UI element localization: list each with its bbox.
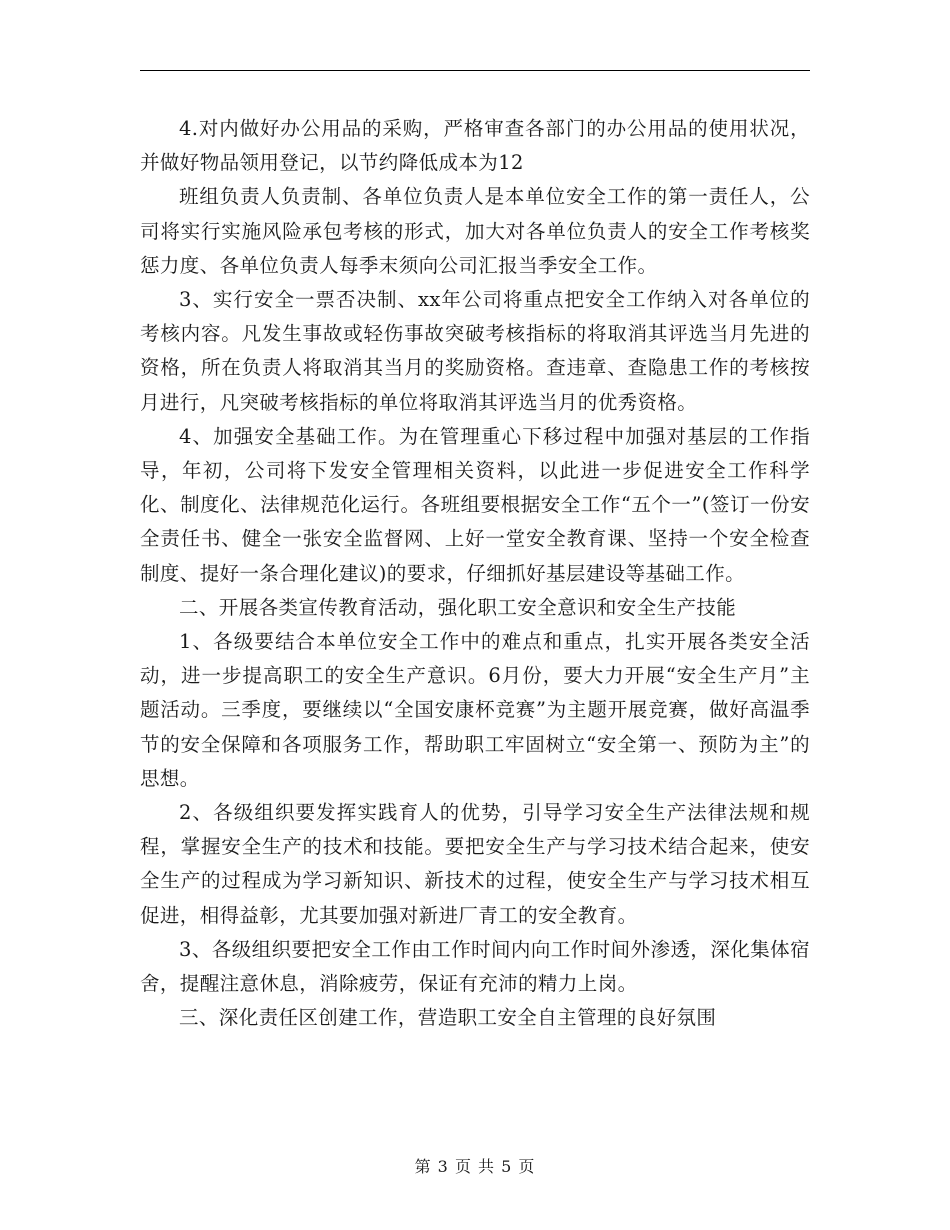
paragraph-practice-education: 2、各级组织要发挥实践育人的优势，引导学习安全生产法律法规和规程，掌握安全生产的技术和技能。要把安全生产与学习技术结合起来，使安全生产的过程成为学习新知识、新技术的过程，使安全生产与学习技术相互促进，相得益彰，尤其要加强对新进厂青工的安全教育。 <box>140 801 810 927</box>
paragraph-safety-activities: 1、各级要结合本单位安全工作中的难点和重点，扎实开展各类安全活动，进一步提高职工的安全生产意识。6月份，要大力开展“安全生产月”主题活动。三季度，要继续以“全国安康杯竞赛”为主题开展竞赛，做好高温季节的安全保障和各项服务工作，帮助职工牢固树立“安全第一、预防为主”的思想。 <box>140 630 810 790</box>
paragraph-office-supplies: 4.对内做好办公用品的采购，严格审查各部门的办公用品的使用状况，并做好物品领用登记，以节约降低成本为12 <box>140 117 810 175</box>
paragraph-safety-veto: 3、实行安全一票否决制、xx年公司将重点把安全工作纳入对各单位的考核内容。凡发生事故或轻伤事故突破考核指标的将取消其评选当月先进的资格，所在负责人将取消其当月的奖励资格。查违章、查隐患工作的考核按月进行，凡突破考核指标的单位将取消其评选当月的优秀资格。 <box>140 288 810 414</box>
section-heading-education: 二、开展各类宣传教育活动，强化职工安全意识和安全生产技能 <box>179 595 737 619</box>
page-footer: 第 3 页 共 5 页 <box>414 1157 536 1176</box>
paragraph-safety-foundation: 4、加强安全基础工作。为在管理重心下移过程中加强对基层的工作指导，年初，公司将下发安全管理相关资料，以此进一步促进安全工作科学化、制度化、法律规范化运行。各班组要根据安全工作“五个一”(签订一份安全责任书、健全一张安全监督网、上好一堂安全教育课、坚持一个安全检查制度、提好一条合理化建议)的要求，仔细抓好基层建设等基础工作。 <box>140 424 810 585</box>
document-body <box>140 112 810 1035</box>
paragraph-off-hours-safety: 3、各级组织要把安全工作由工作时间内向工作时间外渗透，深化集体宿舍，提醒注意休息，消除疲劳，保证有充沛的精力上岗。 <box>140 937 810 996</box>
section-heading-responsibility-zone: 三、深化责任区创建工作，营造职工安全自主管理的良好氛围 <box>179 1006 717 1030</box>
header-rule <box>140 70 810 71</box>
paragraph-responsibility-system: 班组负责人负责制、各单位负责人是本单位安全工作的第一责任人，公司将实行实施风险承包考核的形式，加大对各单位负责人的安全工作考核奖惩力度、各单位负责人每季末须向公司汇报当季安全工作。 <box>140 185 810 277</box>
